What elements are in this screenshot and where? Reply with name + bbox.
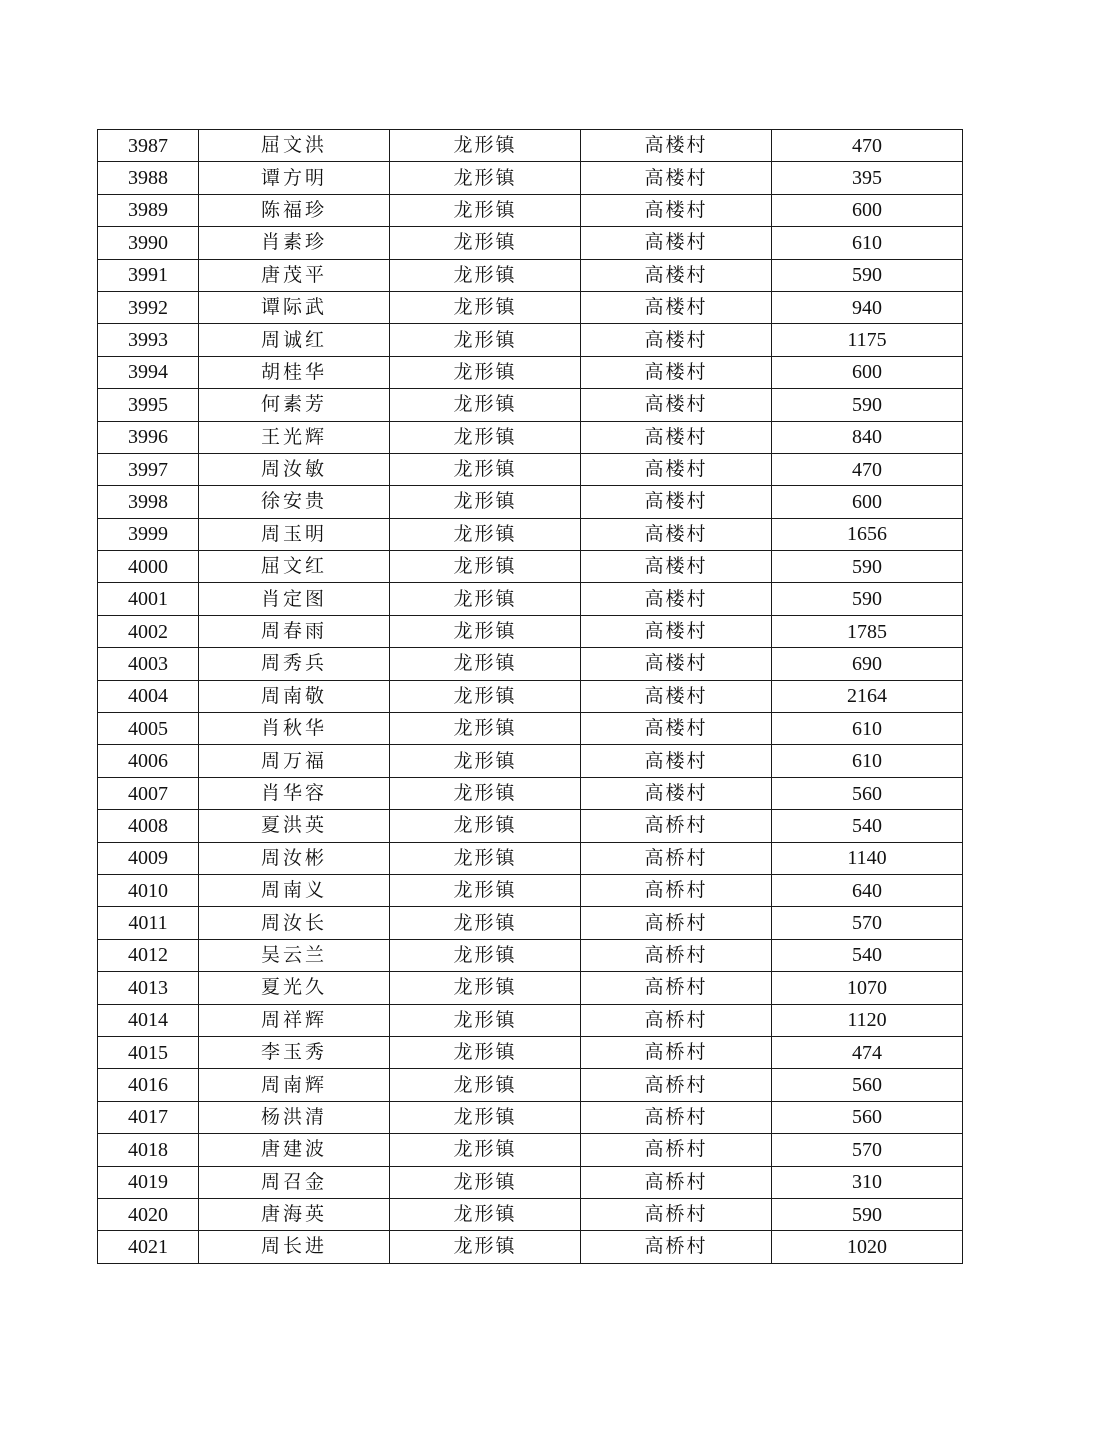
town-cell: 龙形镇 — [390, 680, 581, 712]
row-number-cell: 4012 — [98, 939, 199, 971]
row-number-cell: 4000 — [98, 551, 199, 583]
table-row — [98, 518, 963, 550]
row-number-cell: 4018 — [98, 1134, 199, 1166]
town-cell: 龙形镇 — [390, 648, 581, 680]
row-number-cell: 4011 — [98, 907, 199, 939]
amount-cell: 1785 — [772, 615, 963, 647]
table-row — [98, 583, 963, 615]
amount-cell: 600 — [772, 194, 963, 226]
amount-cell: 2164 — [772, 680, 963, 712]
village-cell: 高桥村 — [581, 1231, 772, 1263]
amount-cell: 570 — [772, 1134, 963, 1166]
person-name-cell: 周汝长 — [199, 907, 390, 939]
table-row — [98, 842, 963, 874]
row-number-cell: 3994 — [98, 356, 199, 388]
town-cell: 龙形镇 — [390, 162, 581, 194]
amount-cell: 1175 — [772, 324, 963, 356]
table-row — [98, 972, 963, 1004]
person-name-cell: 肖定图 — [199, 583, 390, 615]
village-cell: 高桥村 — [581, 842, 772, 874]
amount-cell: 560 — [772, 1101, 963, 1133]
village-cell: 高楼村 — [581, 130, 772, 162]
town-cell: 龙形镇 — [390, 1036, 581, 1068]
village-cell: 高楼村 — [581, 486, 772, 518]
town-cell: 龙形镇 — [390, 842, 581, 874]
amount-cell: 590 — [772, 389, 963, 421]
person-name-cell: 肖秋华 — [199, 713, 390, 745]
person-name-cell: 肖华容 — [199, 777, 390, 809]
village-cell: 高桥村 — [581, 1069, 772, 1101]
table-row — [98, 907, 963, 939]
person-name-cell: 周春雨 — [199, 615, 390, 647]
town-cell: 龙形镇 — [390, 453, 581, 485]
row-number-cell: 4009 — [98, 842, 199, 874]
table-row — [98, 1134, 963, 1166]
table-row — [98, 1069, 963, 1101]
table-row — [98, 259, 963, 291]
amount-cell: 470 — [772, 453, 963, 485]
amount-cell: 610 — [772, 227, 963, 259]
table-row — [98, 1198, 963, 1230]
table-body — [98, 130, 963, 1264]
village-cell: 高楼村 — [581, 421, 772, 453]
row-number-cell: 4005 — [98, 713, 199, 745]
amount-cell: 610 — [772, 713, 963, 745]
row-number-cell: 4015 — [98, 1036, 199, 1068]
amount-cell: 1070 — [772, 972, 963, 1004]
person-name-cell: 周长进 — [199, 1231, 390, 1263]
person-name-cell: 徐安贵 — [199, 486, 390, 518]
amount-cell: 840 — [772, 421, 963, 453]
village-cell: 高桥村 — [581, 1004, 772, 1036]
amount-cell: 1656 — [772, 518, 963, 550]
amount-cell: 1140 — [772, 842, 963, 874]
table-row — [98, 291, 963, 323]
village-cell: 高楼村 — [581, 291, 772, 323]
town-cell: 龙形镇 — [390, 745, 581, 777]
row-number-cell: 3988 — [98, 162, 199, 194]
village-cell: 高桥村 — [581, 907, 772, 939]
person-name-cell: 吴云兰 — [199, 939, 390, 971]
person-name-cell: 屈文洪 — [199, 130, 390, 162]
table-row — [98, 648, 963, 680]
town-cell: 龙形镇 — [390, 259, 581, 291]
amount-cell: 570 — [772, 907, 963, 939]
row-number-cell: 3999 — [98, 518, 199, 550]
town-cell: 龙形镇 — [390, 1231, 581, 1263]
village-cell: 高楼村 — [581, 227, 772, 259]
amount-cell: 1020 — [772, 1231, 963, 1263]
row-number-cell: 4016 — [98, 1069, 199, 1101]
person-name-cell: 肖素珍 — [199, 227, 390, 259]
table-row — [98, 810, 963, 842]
amount-cell: 470 — [772, 130, 963, 162]
village-cell: 高桥村 — [581, 939, 772, 971]
amount-cell: 560 — [772, 777, 963, 809]
town-cell: 龙形镇 — [390, 227, 581, 259]
row-number-cell: 4002 — [98, 615, 199, 647]
amount-cell: 590 — [772, 259, 963, 291]
table-row — [98, 615, 963, 647]
village-cell: 高楼村 — [581, 324, 772, 356]
town-cell: 龙形镇 — [390, 939, 581, 971]
village-cell: 高楼村 — [581, 680, 772, 712]
amount-cell: 540 — [772, 810, 963, 842]
town-cell: 龙形镇 — [390, 130, 581, 162]
person-name-cell: 周汝敏 — [199, 453, 390, 485]
row-number-cell: 3991 — [98, 259, 199, 291]
table-row — [98, 680, 963, 712]
village-cell: 高楼村 — [581, 648, 772, 680]
table-row — [98, 1231, 963, 1263]
amount-cell: 610 — [772, 745, 963, 777]
row-number-cell: 3997 — [98, 453, 199, 485]
table-row — [98, 162, 963, 194]
town-cell: 龙形镇 — [390, 874, 581, 906]
village-cell: 高桥村 — [581, 874, 772, 906]
table-row — [98, 1166, 963, 1198]
row-number-cell: 4019 — [98, 1166, 199, 1198]
town-cell: 龙形镇 — [390, 713, 581, 745]
table-row — [98, 453, 963, 485]
row-number-cell: 3996 — [98, 421, 199, 453]
village-cell: 高楼村 — [581, 745, 772, 777]
table-row — [98, 421, 963, 453]
amount-cell: 590 — [772, 583, 963, 615]
person-name-cell: 谭际武 — [199, 291, 390, 323]
amount-cell: 590 — [772, 1198, 963, 1230]
town-cell: 龙形镇 — [390, 421, 581, 453]
table-row — [98, 130, 963, 162]
person-name-cell: 周南义 — [199, 874, 390, 906]
row-number-cell: 4014 — [98, 1004, 199, 1036]
row-number-cell: 4001 — [98, 583, 199, 615]
row-number-cell: 3998 — [98, 486, 199, 518]
village-cell: 高楼村 — [581, 162, 772, 194]
person-name-cell: 周南辉 — [199, 1069, 390, 1101]
town-cell: 龙形镇 — [390, 907, 581, 939]
person-name-cell: 周召金 — [199, 1166, 390, 1198]
row-number-cell: 3990 — [98, 227, 199, 259]
row-number-cell: 3992 — [98, 291, 199, 323]
table-row — [98, 194, 963, 226]
village-cell: 高桥村 — [581, 1166, 772, 1198]
village-cell: 高桥村 — [581, 1198, 772, 1230]
village-cell: 高桥村 — [581, 1036, 772, 1068]
row-number-cell: 4013 — [98, 972, 199, 1004]
row-number-cell: 3987 — [98, 130, 199, 162]
person-name-cell: 唐建波 — [199, 1134, 390, 1166]
town-cell: 龙形镇 — [390, 1166, 581, 1198]
village-cell: 高桥村 — [581, 1101, 772, 1133]
person-name-cell: 李玉秀 — [199, 1036, 390, 1068]
table-row — [98, 227, 963, 259]
village-cell: 高桥村 — [581, 1134, 772, 1166]
village-cell: 高楼村 — [581, 356, 772, 388]
village-cell: 高楼村 — [581, 259, 772, 291]
person-name-cell: 唐茂平 — [199, 259, 390, 291]
person-name-cell: 何素芳 — [199, 389, 390, 421]
town-cell: 龙形镇 — [390, 389, 581, 421]
town-cell: 龙形镇 — [390, 1069, 581, 1101]
table-row — [98, 551, 963, 583]
town-cell: 龙形镇 — [390, 777, 581, 809]
village-cell: 高楼村 — [581, 194, 772, 226]
village-cell: 高楼村 — [581, 389, 772, 421]
amount-cell: 640 — [772, 874, 963, 906]
row-number-cell: 4021 — [98, 1231, 199, 1263]
town-cell: 龙形镇 — [390, 356, 581, 388]
town-cell: 龙形镇 — [390, 1101, 581, 1133]
amount-cell: 310 — [772, 1166, 963, 1198]
table-row — [98, 1036, 963, 1068]
town-cell: 龙形镇 — [390, 194, 581, 226]
subsidy-table — [97, 129, 963, 1264]
town-cell: 龙形镇 — [390, 583, 581, 615]
row-number-cell: 4003 — [98, 648, 199, 680]
person-name-cell: 杨洪清 — [199, 1101, 390, 1133]
amount-cell: 600 — [772, 486, 963, 518]
table-row — [98, 713, 963, 745]
village-cell: 高楼村 — [581, 713, 772, 745]
amount-cell: 560 — [772, 1069, 963, 1101]
village-cell: 高桥村 — [581, 810, 772, 842]
person-name-cell: 谭方明 — [199, 162, 390, 194]
person-name-cell: 屈文红 — [199, 551, 390, 583]
town-cell: 龙形镇 — [390, 1004, 581, 1036]
village-cell: 高楼村 — [581, 777, 772, 809]
person-name-cell: 夏光久 — [199, 972, 390, 1004]
row-number-cell: 4020 — [98, 1198, 199, 1230]
town-cell: 龙形镇 — [390, 1134, 581, 1166]
row-number-cell: 4006 — [98, 745, 199, 777]
town-cell: 龙形镇 — [390, 518, 581, 550]
amount-cell: 690 — [772, 648, 963, 680]
row-number-cell: 4007 — [98, 777, 199, 809]
table-row — [98, 874, 963, 906]
amount-cell: 474 — [772, 1036, 963, 1068]
person-name-cell: 周汝彬 — [199, 842, 390, 874]
table-row — [98, 939, 963, 971]
table-row — [98, 1101, 963, 1133]
town-cell: 龙形镇 — [390, 615, 581, 647]
village-cell: 高桥村 — [581, 972, 772, 1004]
town-cell: 龙形镇 — [390, 486, 581, 518]
village-cell: 高楼村 — [581, 551, 772, 583]
row-number-cell: 3993 — [98, 324, 199, 356]
village-cell: 高楼村 — [581, 583, 772, 615]
village-cell: 高楼村 — [581, 615, 772, 647]
table-row — [98, 356, 963, 388]
town-cell: 龙形镇 — [390, 291, 581, 323]
amount-cell: 395 — [772, 162, 963, 194]
table-row — [98, 389, 963, 421]
amount-cell: 540 — [772, 939, 963, 971]
person-name-cell: 周诚红 — [199, 324, 390, 356]
person-name-cell: 王光辉 — [199, 421, 390, 453]
row-number-cell: 4017 — [98, 1101, 199, 1133]
person-name-cell: 周祥辉 — [199, 1004, 390, 1036]
person-name-cell: 周玉明 — [199, 518, 390, 550]
row-number-cell: 3995 — [98, 389, 199, 421]
person-name-cell: 周秀兵 — [199, 648, 390, 680]
table-row — [98, 324, 963, 356]
person-name-cell: 周南敬 — [199, 680, 390, 712]
person-name-cell: 胡桂华 — [199, 356, 390, 388]
town-cell: 龙形镇 — [390, 551, 581, 583]
person-name-cell: 唐海英 — [199, 1198, 390, 1230]
village-cell: 高楼村 — [581, 518, 772, 550]
person-name-cell: 陈福珍 — [199, 194, 390, 226]
row-number-cell: 4004 — [98, 680, 199, 712]
town-cell: 龙形镇 — [390, 810, 581, 842]
amount-cell: 940 — [772, 291, 963, 323]
amount-cell: 1120 — [772, 1004, 963, 1036]
row-number-cell: 4010 — [98, 874, 199, 906]
town-cell: 龙形镇 — [390, 324, 581, 356]
town-cell: 龙形镇 — [390, 972, 581, 1004]
table-row — [98, 486, 963, 518]
village-cell: 高楼村 — [581, 453, 772, 485]
table-row — [98, 745, 963, 777]
table-row — [98, 1004, 963, 1036]
person-name-cell: 周万福 — [199, 745, 390, 777]
row-number-cell: 4008 — [98, 810, 199, 842]
person-name-cell: 夏洪英 — [199, 810, 390, 842]
amount-cell: 590 — [772, 551, 963, 583]
town-cell: 龙形镇 — [390, 1198, 581, 1230]
amount-cell: 600 — [772, 356, 963, 388]
table-row — [98, 777, 963, 809]
row-number-cell: 3989 — [98, 194, 199, 226]
